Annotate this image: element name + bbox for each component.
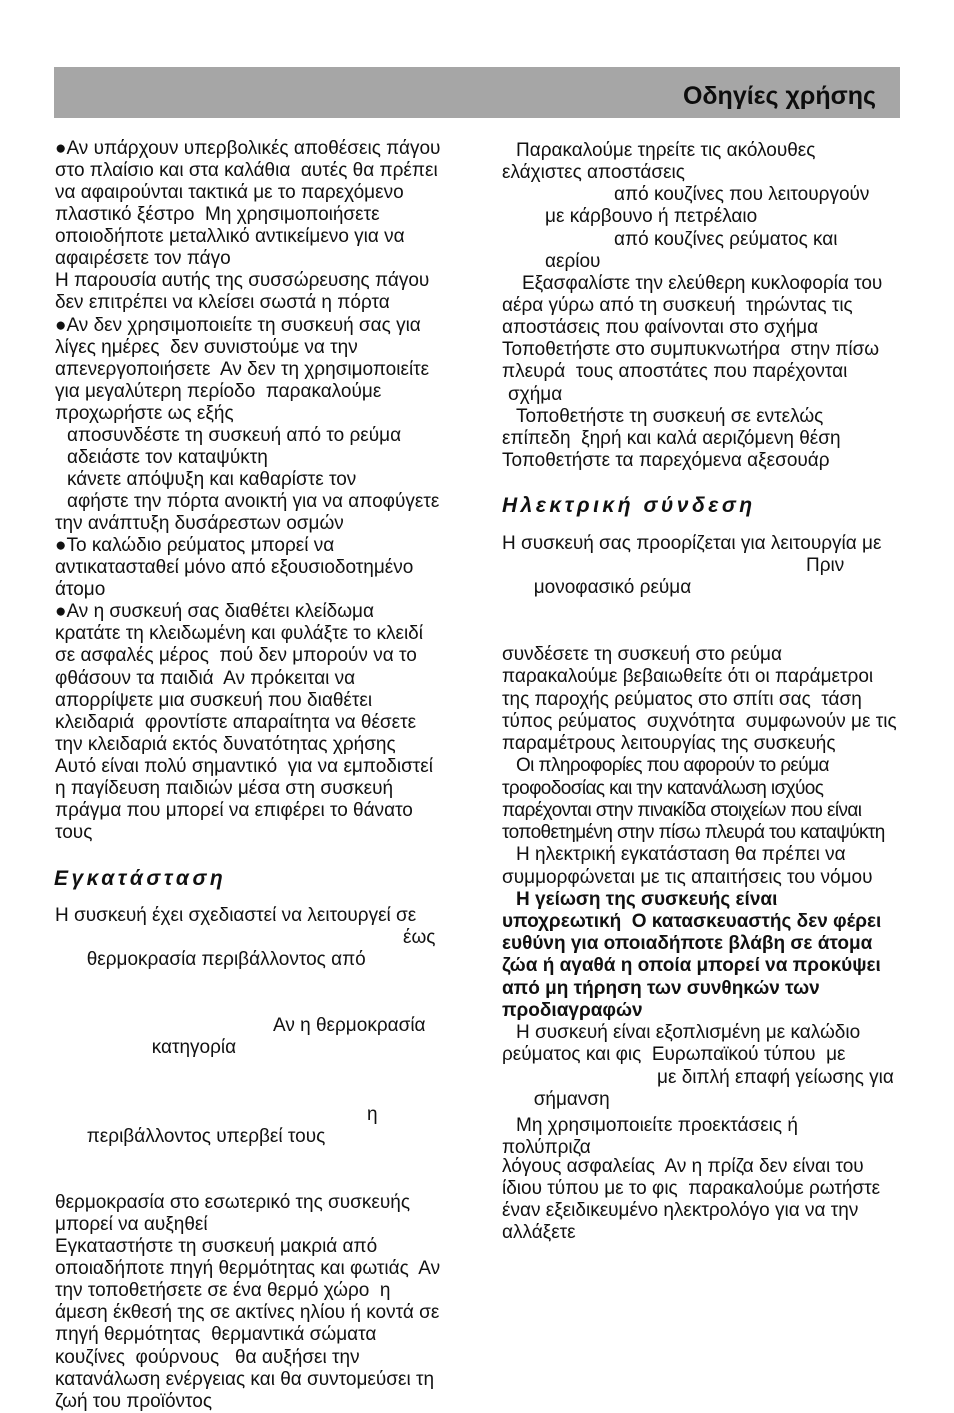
warning-line: ευθύνη για οποιαδήποτε βλάβη σε άτομα [502, 933, 873, 955]
text-segment: Πριν [806, 555, 845, 577]
text-segment: Αν η θερμοκρασία [273, 1015, 426, 1037]
text-line: Οι πληροφορίες που αφορούν το ρεύμα [516, 755, 829, 777]
text-line: κλειδαριά φροντίστε απαραίτητα να θέσετε [55, 711, 417, 733]
text-line: κουζίνες φούρνους θα αυξήσει την [55, 1346, 360, 1368]
text-line: αντικατασταθεί μόνο από εξουσιοδοτημένο [55, 557, 414, 579]
text-segment: με διπλή επαφή γείωσης για [657, 1066, 894, 1088]
text-line: τύπος ρεύματος συχνότητα συμφωνούν με τις [502, 710, 897, 732]
text-line: την τοποθετήσετε σε ένα θερμό χώρο η [55, 1280, 391, 1302]
text-line: οποιοδήποτε μεταλλικό αντικείμενο για να [55, 226, 405, 248]
text-line: ζωή του προϊόντος [55, 1390, 212, 1412]
text-line: πράγμα που μπορεί να επιφέρει το θάνατο [55, 799, 413, 821]
text-segment: έως [403, 927, 436, 949]
extension-cord-note [502, 1115, 922, 1159]
text-line: κατανάλωση ενέργειας και θα συντομεύσει τη [55, 1368, 435, 1390]
text-line: Μη χρησιμοποιείτε προεκτάσεις ή [516, 1115, 798, 1136]
text-line: ●Αν υπάρχουν υπερβολικές αποθέσεις πάγου [55, 138, 441, 159]
text-line: τοποθετημένη στην πίσω πλευρά του καταψύκτη [502, 822, 885, 844]
step-line: αφήστε την πόρτα ανοικτή για να αποφύγετε [67, 491, 440, 512]
text-line: πλευρά τους αποστάτες που παρέχονται [502, 361, 848, 383]
text-line: κρατάτε τη κλειδωμένη και φυλάξτε το κλειδί [55, 623, 423, 645]
warning-line: προδιαγραφών [502, 999, 643, 1021]
text-line: με κάρβουνο ή πετρέλαιο [545, 206, 758, 228]
text-line: ελάχιστες αποστάσεις [502, 162, 685, 184]
text-line: πλαστικό ξέστρο Μη χρησιμοποιήσετε [55, 204, 380, 226]
text-line: αερίου [545, 250, 601, 272]
text-line [502, 555, 922, 644]
text-line: για μεγαλύτερη περίοδο παρακαλούμε [55, 380, 382, 402]
text-line: απενεργοποιήσετε Αν δεν τη χρησιμοποιείτε [55, 358, 430, 380]
text-line: παραμέτρους λειτουργίας της συσκευής [502, 733, 836, 755]
text-line: πηγή θερμότητας θερμαντικά σώματα [55, 1324, 377, 1346]
text-line [55, 927, 475, 1015]
care-section [55, 138, 475, 844]
text-line: μπορεί να αυξηθεί [55, 1214, 208, 1236]
text-line: αλλάξετε [502, 1222, 576, 1244]
text-segment: σήμανση [533, 1088, 610, 1110]
text-line: Η συσκευή έχει σχεδιαστεί να λειτουργεί σε [55, 905, 417, 926]
text-line: ●Αν η συσκευή σας διαθέτει κλείδωμα [55, 601, 374, 623]
section-heading-electrical: Ηλεκτρική σύνδεση [502, 494, 756, 517]
warning-line: Η γείωση της συσκευής είναι [516, 888, 778, 910]
text-line: συνδέσετε τη συσκευή στο ρεύμα [502, 644, 782, 666]
section-heading-installation: Εγκατάσταση [54, 867, 227, 890]
text-line: παρέχονται στην πινακίδα στοιχείων που είναι [502, 799, 862, 821]
step-line: κάνετε απόψυξη και καθαρίστε τον [67, 468, 357, 490]
text-line: επίπεδη ξηρή και καλά αεριζόμενη θέση [502, 427, 841, 449]
text-line: Παρακαλούμε τηρείτε τις ακόλουθες [516, 140, 816, 161]
clearances-section [502, 140, 922, 472]
text-line: Τοποθετήστε τη συσκευή σε εντελώς [516, 405, 824, 427]
text-line: προχωρήστε ως εξής [55, 402, 234, 424]
text-line: Τοποθετήστε στο συμπυκνωτήρα στην πίσω [502, 339, 880, 361]
text-line: Αυτό είναι πολύ σημαντικό για να εμποδιστεί [55, 755, 433, 777]
text-line: Η συσκευή είναι εξοπλισμένη με καλώδιο [516, 1022, 861, 1044]
text-line [55, 1015, 475, 1103]
text-line: τους [55, 821, 93, 843]
text-line: ●Αν δεν χρησιμοποιείτε τη συσκευή σας για [55, 314, 421, 336]
text-line: φθάσουν τα παιδιά Αν πρόκειται να [55, 667, 356, 689]
text-line: θερμοκρασία στο εσωτερικό της συσκευής [55, 1192, 410, 1214]
text-line: να αφαιρούνται τακτικά με το παρεχόμενο [55, 182, 404, 204]
text-line: της παροχής ρεύματος στο σπίτι σας τάση [502, 688, 862, 710]
text-line: Η ηλεκτρική εγκατάσταση θα πρέπει να [516, 844, 846, 866]
text-line: αποστάσεις που φαίνονται στο σχήμα [502, 317, 819, 339]
text-line: αφαιρέσετε τον πάγο [55, 248, 231, 270]
text-line: σε ασφαλές μέρος πού δεν μπορούν να το [55, 645, 417, 667]
text-line: οποιαδήποτε πηγή θερμότητας και φωτιάς Αν [55, 1258, 441, 1280]
text-line: λίγες ημέρες δεν συνιστούμε να την [55, 336, 358, 358]
text-line: άμεση έκθεσή της σε ακτίνες ηλίου ή κοντά σε [55, 1302, 440, 1324]
installation-section [55, 905, 475, 1413]
text-line: ρεύματος και φις Ευρωπαϊκού τύπου με [502, 1044, 846, 1066]
step-line: αδειάστε τον καταψύκτη [67, 446, 268, 468]
text-line: απορρίψετε μια συσκευή που διαθέτει [55, 689, 373, 711]
text-segment: κατηγορία [151, 1037, 237, 1059]
text-line: Εγκαταστήστε τη συσκευή μακριά από [55, 1236, 378, 1258]
text-line [55, 1104, 475, 1192]
text-line: την κλειδαριά εκτός δυνατότητας χρήσης [55, 733, 396, 755]
text-line: από κουζίνες ρεύματος και [614, 228, 838, 250]
text-line: ●Το καλώδιο ρεύματος μπορεί να [55, 535, 335, 557]
text-line: η παγίδευση παιδιών μέσα στη συσκευή [55, 777, 394, 799]
text-line: τροφοδοσίας και την κατανάλωση ισχύος [502, 777, 824, 799]
text-segment: μονοφασικό ρεύμα [533, 577, 692, 599]
text-segment: περιβάλλοντος υπερβεί τους [86, 1125, 326, 1147]
text-line: λόγους ασφαλείας Αν η πρίζα δεν είναι του [502, 1155, 864, 1177]
text-line: από κουζίνες που λειτουργούν [614, 184, 870, 206]
text-line: Τοποθετήστε τα παρεχόμενα αξεσουάρ [502, 449, 830, 471]
text-line: παρακαλούμε βεβαιωθείτε ότι οι παράμετροι [502, 666, 874, 688]
text-line: σχήμα [508, 383, 563, 405]
text-line: συμμορφώνεται με τις απαιτήσεις του νόμου [502, 866, 873, 888]
text-segment: θερμοκρασία περιβάλλοντος από [86, 949, 366, 971]
text-line: την ανάπτυξη δυσάρεστων οσμών [55, 513, 344, 535]
step-line: αποσυνδέστε τη συσκευή από το ρεύμα [67, 424, 402, 446]
text-line: ίδιου τύπου με το φις παρακαλούμε ρωτήστε [502, 1177, 881, 1199]
text-line: έναν εξειδικευμένο ηλεκτρολόγο για να την [502, 1200, 859, 1222]
text-segment: η [367, 1103, 378, 1125]
text-line: αέρα γύρω από τη συσκευή τηρώντας τις [502, 294, 853, 316]
text-line: πολύπριζα [502, 1137, 591, 1159]
text-line: Η παρουσία αυτής της συσσώρευσης πάγου [55, 270, 430, 292]
warning-line: υποχρεωτική Ο κατασκευαστής δεν φέρει [502, 910, 882, 932]
text-line: στο πλαίσιο και στα καλάθια αυτές θα πρέπει [55, 160, 438, 182]
warning-line: από μη τήρηση των συνθηκών των [502, 977, 820, 999]
text-line: Η συσκευή σας προορίζεται για λειτουργία με [502, 533, 882, 554]
warning-line: ζώα ή αγαθά η οποία μπορεί να προκύψει [502, 955, 881, 977]
text-line: Εξασφαλίστε την ελεύθερη κυκλοφορία του [522, 272, 883, 294]
header-bar [54, 67, 900, 118]
text-line: άτομο [55, 579, 106, 601]
page-title: Οδηγίες χρήσης [682, 82, 876, 110]
text-line: δεν επιτρέπει να κλείσει σωστά η πόρτα [55, 292, 390, 314]
